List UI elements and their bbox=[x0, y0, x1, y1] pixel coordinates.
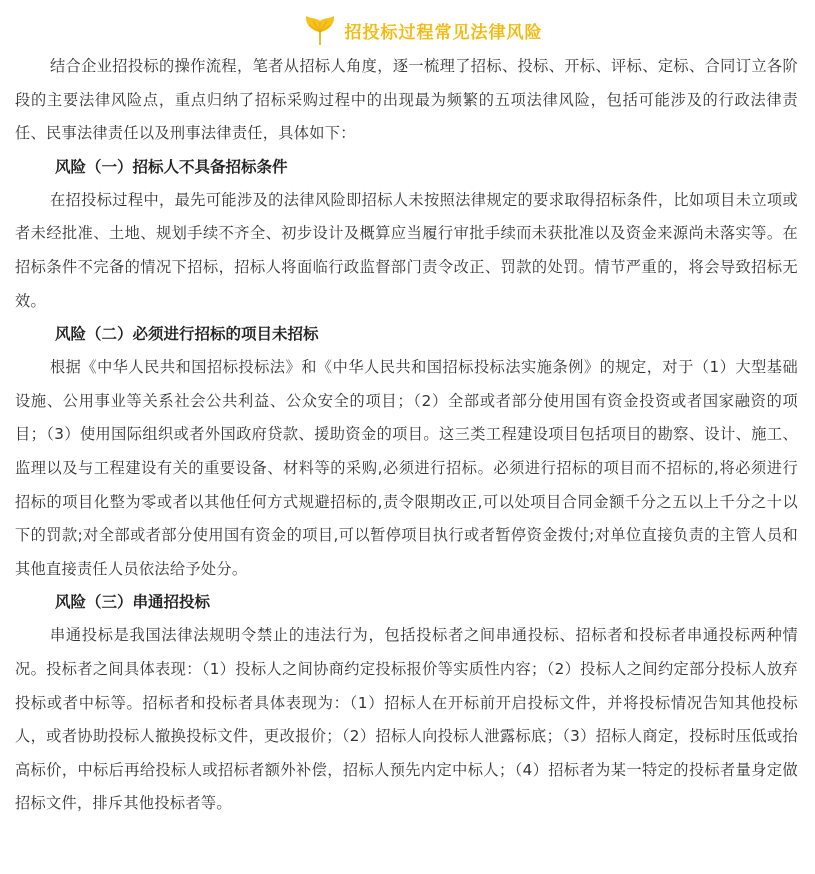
section-paragraph-1: 在招投标过程中，最先可能涉及的法律风险即招标人未按照法律规定的要求取得招标条件，比如项目未立项或者未经批准、土地、规划手续不齐全、初步设计及概算应当履行审批手续而未获批准以及资金来源尚未落实等。在招标条件不完备的情况下招标，招标人将面临行政监督部门责令改正、罚款的处罚。情节严重的，将会导致招标无效。 bbox=[15, 190, 798, 310]
page-title: 招投标过程常见法律风险 bbox=[344, 22, 543, 43]
ginkgo-leaf-icon bbox=[303, 13, 337, 47]
intro-paragraph: 结合企业招投标的操作流程，笔者从招标人角度，逐一梳理了招标、投标、开标、评标、定标、合同订立各阶段的主要法律风险点，重点归纳了招标采购过程中的出现最为频繁的五项法律风险，包括可能涉及的行政法律责任、民事法律责任以及刑事法律责任，具体如下： bbox=[15, 57, 798, 143]
section-heading-1: 风险（一）招标人不具备招标条件 bbox=[55, 157, 288, 176]
article-body bbox=[15, 50, 798, 821]
section-paragraph-3: 串通投标是我国法律法规明令禁止的违法行为，包括投标者之间串通投标、招标者和投标者串通投标两种情况。投标者之间具体表现：（1）投标人之间协商约定投标报价等实质性内容；（2）投标人之间约定部分投标人放弃投标或者中标等。招标者和投标者具体表现为：（1）招标人在开标前开启投标文件，并将投标情况告知其他投标人，或者协助投标人撤换投标文件，更改报价；（2）招标人向投标人泄露标底；（3）招标人商定，投标时压低或抬高标价，中标后再给投标人或招标者额外补偿，招标人预先内定中标人；（4）招标者为某一特定的投标者量身定做招标文件，排斥其他投标者等。 bbox=[15, 626, 798, 813]
title-group bbox=[303, 13, 543, 47]
section-heading-2: 风险（二）必须进行招标的项目未招标 bbox=[55, 325, 319, 344]
section-paragraph-2: 根据《中华人民共和国招标投标法》和《中华人民共和国招标投标法实施条例》的规定，对于（1）大型基础设施、公用事业等关系社会公共利益、公众安全的项目；（2）全部或者部分使用国有资金投资或者国家融资的项目；（3）使用国际组织或者外国政府贷款、援助资金的项目。这三类工程建设项目包括项目的勘察、设计、施工、监理以及与工程建设有关的重要设备、材料等的采购,必须进行招标。必须进行招标的项目而不招标的,将必须进行招标的项目化整为零或者以其他任何方式规避招标的,责令限期改正,可以处项目合同金额千分之五以上千分之十以下的罚款;对全部或者部分使用国有资金的项目,可以暂停项目执行或者暂停资金拨付;对单位直接负责的主管人员和其他直接责任人员依法给予处分。 bbox=[15, 358, 798, 578]
title-bar bbox=[0, 10, 815, 50]
section-heading-3: 风险（三）串通招投标 bbox=[55, 593, 211, 612]
